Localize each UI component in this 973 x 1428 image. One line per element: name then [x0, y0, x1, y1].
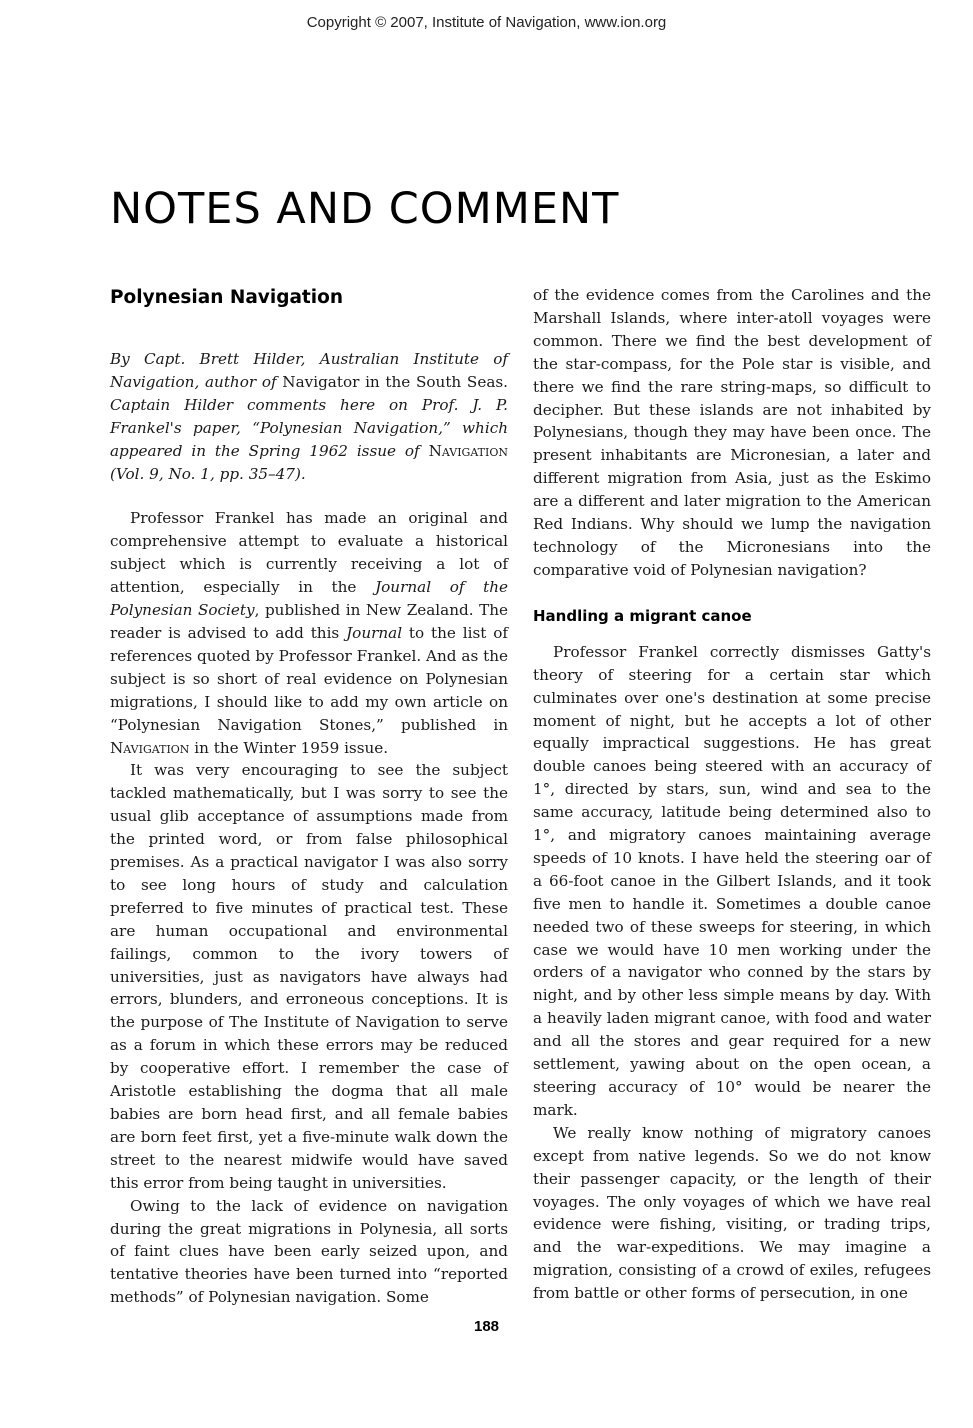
paragraph: Owing to the lack of evidence on navigation during the great migrations in Polynesia, all sorts of faint clues have been early seized upon, and tentative theories have been turned into “reported methods” of Polynesian navigation. Some — [110, 1196, 508, 1307]
book-title: Navigator in the South Seas. — [282, 372, 508, 391]
paragraph: It was very encouraging to see the subject tackled mathematically, but I was sorry to see the usual glib acceptance of assumptions made from the printed word, or from false philosophical premises. As a practical navigator I was also sorry to see long hours of study and calculation preferred to five minutes of practical test. These are human occupational and environmental failings, common to the ivory towers of universities, just as navigators have always had errors, blunders, and erroneous conceptions. It is the purpose of The Institute of Navigation to serve as a forum in which these errors may be reduced by cooperative effort. I remember the case of Aristotle establishing the dogma that all male babies are born head first, and all female babies are born feet first, yet a five-minute walk down the street to the nearest midwife would have saved this error from being taught in universities. — [110, 761, 508, 1192]
byline-text: By Capt. Brett Hilder, Australian Institute of Navigation, author of — [110, 350, 508, 391]
journal-name: Journal — [346, 623, 403, 642]
page-number: 188 — [473, 1318, 500, 1335]
paragraph-text: Professor Frankel has made an original and comprehensive attempt to evaluate a historical subject which is currently receiving a lot of attention, especially in the — [110, 509, 508, 597]
byline-text: (Vol. 9, No. 1, pp. 35–47). — [110, 464, 306, 483]
copyright-notice: Copyright © 2007, Institute of Navigation, www.ion.org — [306, 14, 667, 31]
article-title: Polynesian Navigation — [110, 287, 343, 308]
journal-name: Journal of the Polynesian Society — [110, 578, 508, 620]
byline — [110, 348, 508, 485]
paragraph — [110, 507, 508, 759]
paragraph: We really know nothing of migratory canoes except from native legends. So we do not know their passenger capacity, or the length of their voyages. The only voyages of which we have real evidence were fishing, visiting, or trading trips, and the war-expeditions. We may imagine a migration, consisting of a crowd of exiles, refugees from battle or other forms of persecution, in one — [533, 1123, 931, 1303]
journal-name: Navigation — [110, 738, 190, 757]
paragraph-continued: of the evidence comes from the Carolines and the Marshall Islands, where inter-atoll voyages were common. There we find the best development of the star-compass, for the Pole star is visible, and there we find the rare string-maps, so difficult to decipher. But these islands are not inhabited by Polynesians, though they may have been once. The present inhabitants are Micronesian, a later and different migration from Asia, just as the Eskimo are a different and later migration to the American Red Indians. Why should we lump the navigation technology of the Micronesians into the comparative void of Polynesian navigation? — [533, 286, 931, 579]
paragraph-text: to the list of references quoted by Professor Frankel. And as the subject is so short of real evidence on Polynesian migrations, I should like to add my own article on “Polynesian Navigation Stones,” published in — [110, 623, 509, 734]
journal-name: Navigation — [428, 441, 508, 460]
left-column — [110, 284, 508, 1309]
right-column — [533, 284, 931, 1305]
paragraph: Professor Frankel correctly dismisses Gatty's theory of steering for a certain star which culminates over one's destination at some precise moment of night, but he accepts a lot of other equally impractical suggestions. He has great double canoes being steered with an accuracy of 1°, directed by stars, sun, wind and sea to the same accuracy, latitude being determined also to 1°, and migratory canoes maintaining average speeds of 10 knots. I have held the steering oar of a 66-foot canoe in the Gilbert Islands, and it took five men to handle it. Sometimes a double canoe needed two of these sweeps for steering, in which case we would have 10 men working under the orders of a navigator who conned by the stars by night, and by other less simple means by day. With a heavily laden migrant canoe, with food and water and all the stores and gear required for a new settlement, yawing about on the open ocean, a steering accuracy of 10° would be nearer the mark. — [533, 642, 931, 1119]
byline-text: Captain Hilder comments here on Prof. J. P. Frankel's paper, “Polynesian Navigation,” which appeared in the Spring 1962 issue of — [110, 395, 508, 460]
paragraph-text: in the Winter 1959 issue. — [189, 738, 389, 757]
paragraph-text: , published in New Zealand. The reader is advised to add this — [110, 601, 508, 642]
section-title: NOTES AND COMMENT — [110, 184, 620, 234]
subheading: Handling a migrant canoe — [533, 606, 752, 625]
